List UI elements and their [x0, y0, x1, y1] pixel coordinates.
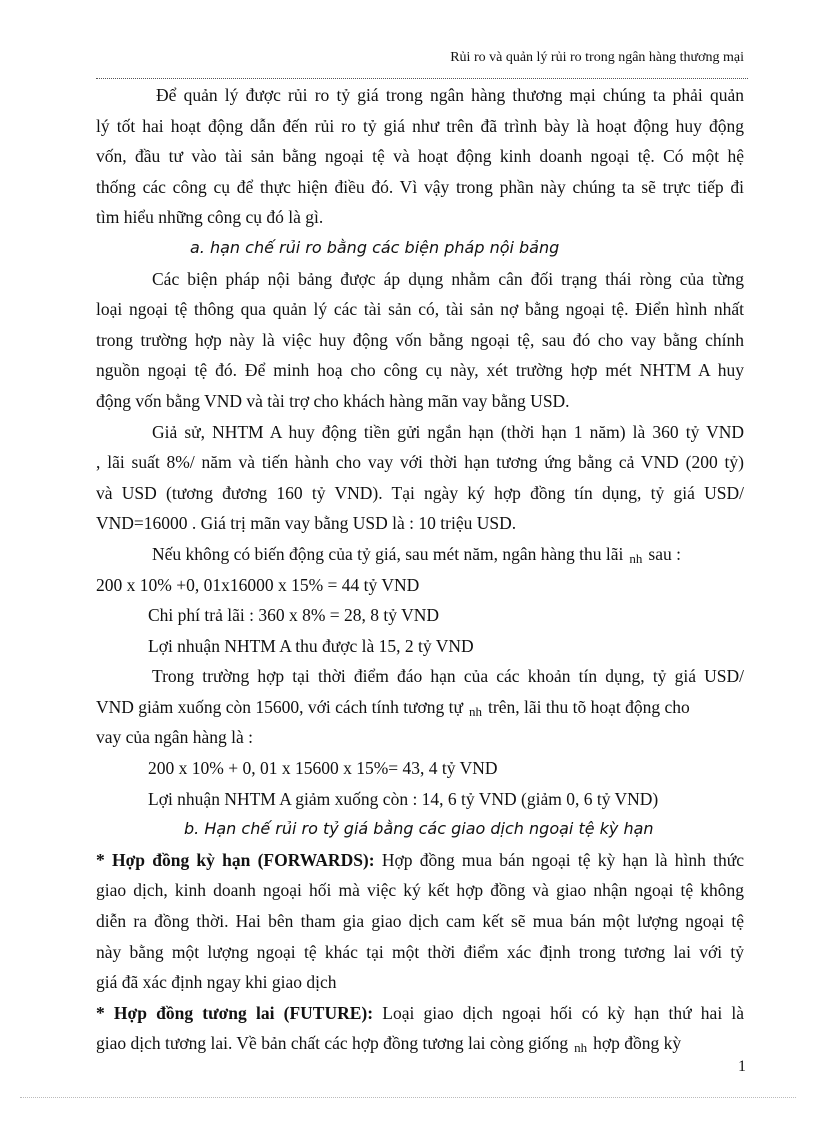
para-a2-line-3: và USD (tương đương 160 tỷ VND). Tại ngày ký hợp đồng tín dụng, tỷ giá USD/: [96, 482, 744, 503]
forwards-line-1: [96, 845, 744, 876]
forwards-line-2: giao dịch, kinh doanh ngoại hối mà việc ký kết hợp đồng và giao nhận ngoại tệ không: [96, 880, 744, 901]
calc2-line-2: [96, 692, 744, 723]
para-a1-line-2: loại ngoại tệ thông qua quản lý các tài sản có, tài sản nợ bằng ngoại tệ. Điển hình nhất: [96, 299, 744, 320]
calc2-line-2-text: VND giảm xuống còn 15600, với cách tính tương tự: [96, 696, 464, 717]
calc1-cost: Chi phí trả lãi : 360 x 8% = 28, 8 tỷ VND: [148, 605, 439, 626]
calc1-intro-text: Nếu không có biến động của tỷ giá, sau mét năm, ngân hàng thu lãi: [152, 543, 624, 564]
calc2-line-2-end: trên, lãi thu tõ hoạt động cho: [488, 696, 690, 717]
footer-divider: [20, 1097, 796, 1098]
section-heading-b: b. Hạn chế rủi ro tỷ giá bằng các giao dịch ngoại tệ kỳ hạn: [184, 819, 654, 839]
forwards-line-3: diễn ra đồng thời. Hai bên tham gia giao dịch cam kết sẽ mua bán một lượng ngoại tệ: [96, 911, 744, 932]
intro-line-2: lý tốt hai hoạt động dẫn đến rủi ro tỷ giá như trên đã trình bày là hoạt động huy động: [96, 115, 744, 136]
future-line-2-end: hợp đồng kỳ: [593, 1033, 682, 1054]
intro-line-4: thống các công cụ để thực hiện điều đó. Vì vậy trong phần này chúng ta sẽ trực tiếp đi: [96, 176, 744, 197]
calc1-nh-artifact: nh: [629, 550, 643, 566]
header-title: Rủi ro và quản lý rủi ro trong ngân hàng thương mại: [450, 50, 744, 65]
para-a1-line-1: Các biện pháp nội bảng được áp dụng nhằm cân đối trạng thái ròng của từng: [152, 268, 744, 289]
para-a1-line-5: động vốn bằng VND và tài trợ cho khách hàng mãn vay bằng USD.: [96, 390, 570, 411]
future-line-1: [96, 998, 744, 1029]
calc1-formula: 200 x 10% +0, 01x16000 x 15% = 44 tỷ VND: [96, 574, 420, 595]
calc2-line-1: Trong trường hợp tại thời điểm đáo hạn của các khoản tín dụng, tỷ giá USD/: [152, 666, 744, 687]
calc2-formula: 200 x 10% + 0, 01 x 15600 x 15%= 43, 4 tỷ VND: [148, 758, 498, 779]
page-number: 1: [738, 1058, 746, 1075]
forwards-line-4: này bằng một lượng ngoại tệ khác tại một thời điểm xác định trong tương lai với tỷ: [96, 941, 744, 962]
intro-line-3: vốn, đầu tư vào tài sản bằng ngoại tệ và hoạt động kinh doanh ngoại tệ. Có một hệ: [96, 146, 744, 167]
intro-line-5: tìm hiểu những công cụ đó là gì.: [96, 207, 324, 228]
para-a1-line-4: nguồn ngoại tệ đó. Để minh hoạ cho công cụ này, xét trường hợp mét NHTM A huy: [96, 360, 744, 381]
section-heading-a: a. hạn chế rủi ro bằng các biện pháp nội bảng: [190, 237, 560, 257]
calc1-profit: Lợi nhuận NHTM A thu được là 15, 2 tỷ VND: [148, 635, 474, 656]
para-a2-line-2: , lãi suất 8%/ năm và tiến hành cho vay với thời hạn tương ứng bằng cả VND (200 tỷ): [96, 452, 744, 473]
future-line-2: [96, 1028, 744, 1059]
future-nh-artifact: nh: [574, 1040, 588, 1056]
intro-line-1: Để quản lý được rủi ro tỷ giá trong ngân hàng thương mại chúng ta phải quản: [156, 85, 744, 105]
calc2-profit: Lợi nhuận NHTM A giảm xuống còn : 14, 6 tỷ VND (giảm 0, 6 tỷ VND): [148, 788, 659, 809]
document-body: [96, 80, 744, 1059]
calc2-line-3: vay của ngân hàng là :: [96, 727, 253, 748]
para-a2-line-4: VND=16000 . Giá trị mãn vay bằng USD là : 10 triệu USD.: [96, 513, 517, 534]
calc1-intro: [96, 539, 744, 570]
calc1-intro-end: sau :: [648, 543, 681, 564]
future-definition-start: Loại giao dịch ngoại hối có kỳ hạn thứ hai là: [382, 1002, 744, 1023]
future-term: * Hợp đồng tương lai (FUTURE):: [96, 1002, 374, 1023]
calc2-nh-artifact: nh: [469, 703, 483, 719]
para-a2-line-1: Giả sử, NHTM A huy động tiền gửi ngắn hạn (thời hạn 1 năm) là 360 tỷ VND: [152, 421, 744, 442]
forwards-definition-start: Hợp đồng mua bán ngoại tệ kỳ hạn là hình thức: [381, 849, 744, 870]
para-a1-line-3: trong trường hợp này là việc huy động vốn bằng ngoại tệ, sau đó cho vay bằng chính: [96, 329, 744, 350]
forwards-term: * Hợp đồng kỳ hạn (FORWARDS):: [96, 849, 375, 870]
page-header: [96, 44, 748, 79]
future-line-2-text: giao dịch tương lai. Về bản chất các hợp đồng tương lai còng giống: [96, 1033, 569, 1054]
forwards-line-5: giá đã xác định ngay khi giao dịch: [96, 972, 337, 993]
